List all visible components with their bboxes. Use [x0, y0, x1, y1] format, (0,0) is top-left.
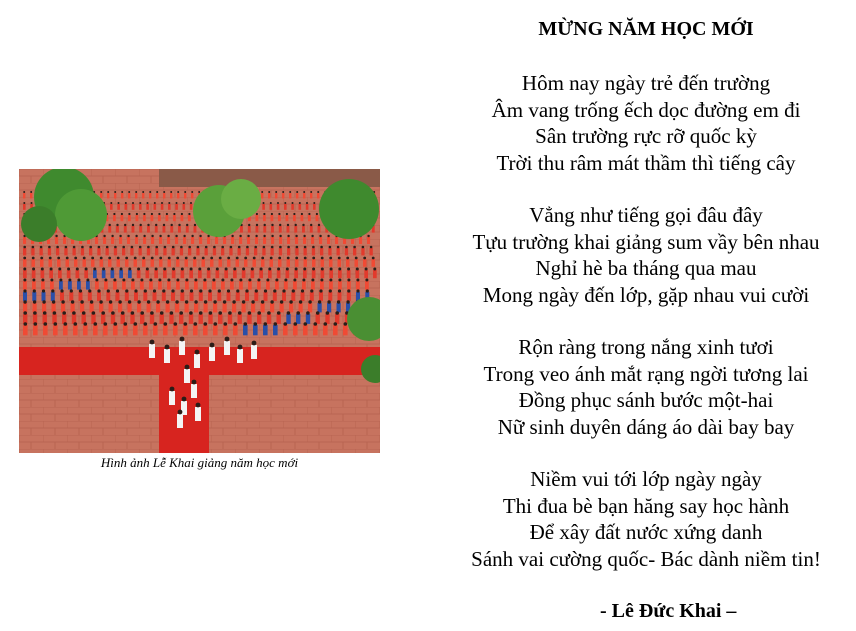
poem-line: Tựu trường khai giảng sum vầy bên nhau	[472, 229, 820, 254]
poem	[440, 16, 852, 598]
poem-stanza-4	[440, 466, 852, 572]
poem-stanza-1	[440, 70, 852, 176]
poem-line: Sánh vai cường quốc- Bác dành niềm tin!	[471, 546, 821, 571]
poem-line: Hôm nay ngày trẻ đến trường	[521, 71, 771, 95]
poem-line: Trời thu râm mát thầm thì tiếng cây	[496, 150, 796, 175]
poem-line: Mong ngày đến lớp, gặp nhau vui cười	[482, 282, 810, 307]
poem-line: Đồng phục sánh bước một-hai	[518, 388, 774, 412]
poem-title: MỪNG NĂM HỌC MỚI	[538, 18, 754, 40]
poem-line: Âm vang trống ếch dọc đường em đi	[491, 97, 801, 122]
poem-line: Nữ sinh duyên dáng áo dài bay bay	[497, 414, 795, 439]
poem-author: - Lê Đức Khai –	[600, 600, 737, 622]
poem-stanza-3	[440, 334, 852, 440]
poem-line: Để xây đất nước xứng danh	[529, 520, 763, 544]
school-ceremony-photo-icon	[19, 169, 380, 453]
poem-line: Thi đua bè bạn hăng say học hành	[502, 493, 790, 518]
ceremony-photo	[19, 169, 380, 453]
poem-line: Sân trường rực rỡ quốc kỳ	[535, 124, 757, 148]
poem-stanza-2	[440, 202, 852, 308]
poem-line: Nghỉ hè ba tháng qua mau	[535, 256, 757, 280]
photo-caption: Hình ảnh Lễ Khai giảng năm học mới	[100, 455, 299, 470]
poem-line: Rộn ràng trong nắng xinh tươi	[518, 335, 774, 359]
poem-line: Vẳng như tiếng gọi đâu đây	[529, 203, 763, 227]
poem-line: Niềm vui tới lớp ngày ngày	[530, 467, 762, 491]
poem-line: Trong veo ánh mắt rạng ngời tương lai	[483, 361, 809, 386]
